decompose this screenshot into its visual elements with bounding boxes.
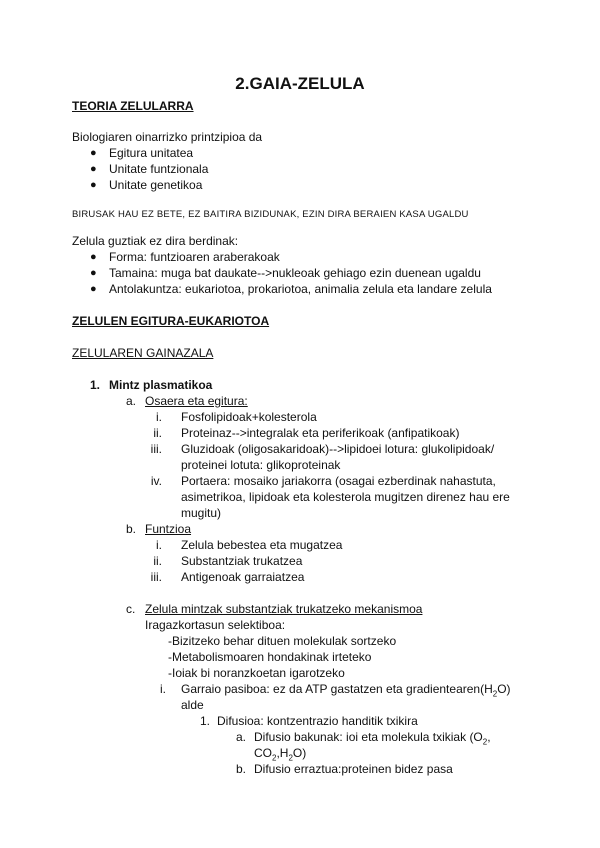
teoria-intro: Biologiaren oinarrizko printzipioa da — [72, 130, 263, 144]
dash-item: -Metabolismoaren hondakinak irteteko — [168, 650, 372, 664]
list-marker: i. — [156, 410, 162, 424]
list-item-continuation: asimetrikoa, lipidoak eta kolesterola mugitzen direnez hau ere — [181, 490, 510, 504]
dash-item: -Bizitzeko behar dituen molekulak sortzeko — [168, 634, 397, 648]
list-marker: c. — [126, 602, 136, 616]
list-item: Antolakuntza: eukariotoa, prokariotoa, animalia zelula eta landare zelula — [109, 282, 492, 296]
list-item: Substantziak trukatzea — [181, 554, 303, 568]
erraztua-text: Difusio erraztua:proteinen bidez pasa — [254, 762, 453, 776]
list-marker: a. — [236, 730, 247, 744]
page-title: 2.GAIA-ZELULA — [235, 74, 365, 93]
list-marker: b. — [126, 522, 137, 536]
list-marker: 1. — [200, 714, 211, 728]
section-number: 1. — [90, 378, 101, 392]
list-item: Fosfolipidoak+kolesterola — [181, 410, 317, 424]
list-item-continuation: proteinei lotuta: glikoproteinak — [181, 458, 341, 472]
list-marker: iv. — [150, 474, 162, 488]
list-marker: iii. — [150, 442, 162, 456]
list-item: Forma: funtzioaren araberakoak — [109, 250, 280, 264]
list-item: Unitate genetikoa — [109, 178, 203, 192]
bakunak-text: Difusio bakunak: ioi eta molekula txikiak ($O_2$, — [254, 730, 491, 747]
bakunak-continuation: $CO_2,H_2O$) — [254, 746, 307, 763]
difusioa-text: Difusioa: kontzentrazio handitik txikira — [217, 714, 418, 728]
list-marker: b. — [236, 762, 247, 776]
dash-item: -Ioiak bi noranzkoetan igarotzeko — [168, 666, 345, 680]
bullet-icon: ● — [90, 267, 97, 279]
iragazkor-text: Iragazkortasun selektiboa: — [145, 618, 286, 632]
garraio-text: Garraio pasiboa: ez da ATP gastatzen eta $gradientearen(H_2O)$ — [181, 682, 511, 699]
list-item: Proteinaz-->integralak eta periferikoak (anfipatikoak) — [181, 426, 460, 440]
list-item: Portaera: mosaiko jariakorra (osagai ezberdinak nahastuta, — [181, 474, 496, 488]
bullet-icon: ● — [90, 251, 97, 263]
list-marker: iii. — [150, 570, 162, 584]
osaera-heading: Osaera eta egitura: — [145, 394, 248, 408]
list-marker: a. — [126, 394, 137, 408]
list-marker: i. — [156, 538, 162, 552]
list-marker: i. — [160, 682, 166, 696]
bullet-icon: ● — [90, 163, 97, 175]
list-item: Tamaina: muga bat daukate-->nukleoak gehiago ezin duenean ugaldu — [109, 266, 481, 280]
bullet-icon: ● — [90, 283, 97, 295]
list-item: Zelula bebestea eta mugatzea — [181, 538, 343, 552]
birusak-note: BIRUSAK HAU EZ BETE, EZ BAITIRA BIZIDUNAK, EZIN DIRA BERAIEN KASA UGALDU — [72, 209, 469, 220]
list-item: Gluzidoak (oligosakaridoak)-->lipidoei lotura: glukolipidoak/ — [181, 442, 495, 456]
mintz-heading: Mintz plasmatikoa — [109, 378, 213, 392]
gainazala-heading: ZELULAREN GAINAZALA — [72, 346, 214, 360]
list-marker: ii. — [153, 426, 162, 440]
bullet-icon: ● — [90, 179, 97, 191]
garraio-continuation: alde — [181, 698, 204, 712]
bullet-icon: ● — [90, 147, 97, 159]
zelulak-intro: Zelula guztiak ez dira berdinak: — [72, 234, 239, 248]
funtzioa-heading: Funtzioa — [145, 522, 192, 536]
list-item: Unitate funtzionala — [109, 162, 209, 176]
mekanismoa-heading: Zelula mintzak substantziak trukatzeko mekanismoa — [145, 602, 423, 616]
list-item-continuation: mugitu) — [181, 506, 222, 520]
list-marker: ii. — [153, 554, 162, 568]
list-item: Antigenoak garraiatzea — [181, 570, 305, 584]
egitura-heading: ZELULEN EGITURA-EUKARIOTOA — [72, 314, 270, 328]
teoria-heading: TEORIA ZELULARRA — [72, 99, 194, 113]
list-item: Egitura unitatea — [109, 146, 194, 160]
